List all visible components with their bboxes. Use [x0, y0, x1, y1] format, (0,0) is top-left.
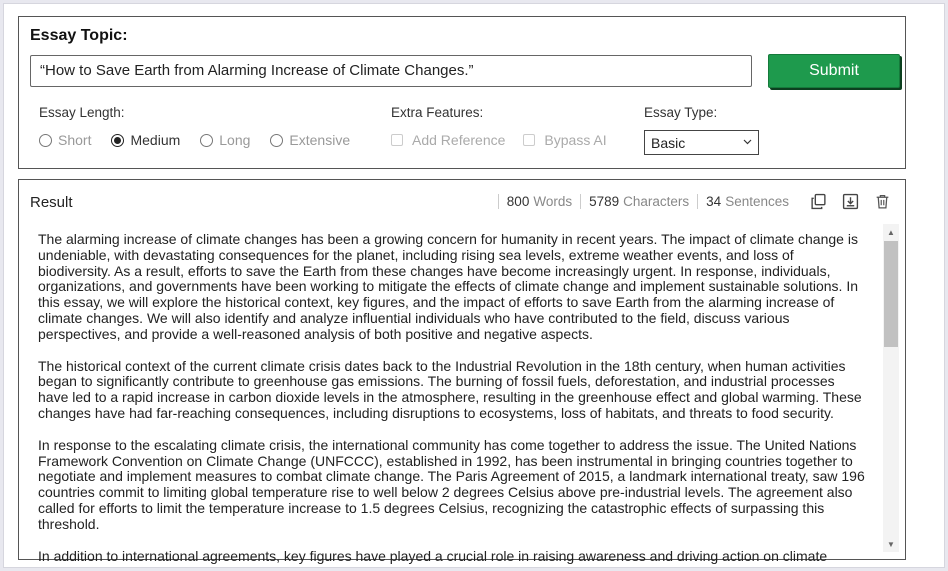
scroll-down-icon[interactable]: ▼: [887, 539, 895, 549]
sentence-count: [697, 194, 797, 209]
radio-button[interactable]: [270, 134, 283, 147]
feature-add-reference[interactable]: [391, 132, 505, 148]
length-option-label: Short: [58, 132, 92, 148]
essay-topic-heading: Essay Topic:: [30, 27, 128, 44]
character-count-unit: Characters: [623, 194, 690, 209]
radio-button[interactable]: [200, 134, 213, 147]
feature-label: Add Reference: [412, 132, 506, 148]
checkbox[interactable]: [391, 134, 403, 146]
essay-length-radio-group: [39, 132, 370, 148]
length-option-short[interactable]: [39, 132, 91, 148]
result-title: Result: [30, 194, 73, 211]
length-option-medium[interactable]: [111, 132, 180, 148]
extra-features-group: [391, 132, 625, 148]
result-panel: [18, 179, 906, 564]
essay-type-value: Basic: [651, 134, 686, 151]
submit-button[interactable]: Submit: [768, 54, 900, 88]
scrollbar-thumb[interactable]: [884, 241, 898, 347]
essay-type-select[interactable]: [644, 130, 759, 155]
result-scrollbar[interactable]: [883, 224, 899, 552]
result-paragraph: In response to the escalating climate crisis, the international community has come together to address the issue. The United Nations Framework Convention on Climate Change (UNFCCC), established in 1992, has been instrumental in bringing countries together to negotiate and implement measures to combat climate change. The Paris Agreement of 2015, a landmark international treaty, saw 196 countries commit to limiting global temperature rise to well below 2 degrees Celsius above pre-industrial levels. The agreement also called for efforts to limit the temperature increase to 1.5 degrees Celsius, recognizing the catastrophic effects of surpassing this threshold.: [38, 436, 865, 532]
word-count-unit: Words: [533, 194, 573, 209]
sentence-count-unit: Sentences: [725, 194, 789, 209]
app-frame: [3, 3, 945, 568]
word-count: [498, 194, 580, 209]
download-icon[interactable]: [839, 190, 861, 212]
result-toolbar: [797, 190, 893, 212]
trash-icon[interactable]: [871, 190, 893, 212]
length-option-long[interactable]: [200, 132, 250, 148]
length-option-extensive[interactable]: [270, 132, 350, 148]
checkbox[interactable]: [523, 134, 535, 146]
chevron-down-icon: [743, 137, 752, 148]
length-option-label: Long: [219, 132, 251, 148]
copy-icon[interactable]: [807, 190, 829, 212]
essay-type-label: Essay Type:: [644, 105, 718, 120]
essay-topic-panel: [18, 16, 906, 169]
feature-label: Bypass AI: [544, 132, 607, 148]
length-option-label: Medium: [130, 132, 181, 148]
result-paragraph: In addition to international agreements, key figures have played a crucial role in raising awareness and driving action on climate: [38, 547, 828, 564]
radio-button[interactable]: [39, 134, 52, 147]
essay-topic-input[interactable]: “How to Save Earth from Alarming Increase of Climate Changes.”: [30, 55, 752, 87]
result-paragraph: The historical context of the current climate crisis dates back to the Industrial Revolution in the 18th century, when human activities began to significantly contribute to greenhouse gas emissions. The burning of fossil fuels, deforestation, and industrial processes have led to a rapid increase in carbon dioxide levels in the atmosphere, resulting in the greenhouse effect and global warming. These changes have had far-reaching consequences, including disruptions to ecosystems, loss of habitats, and threats to food security.: [38, 357, 862, 421]
sentence-count-value: 34: [706, 194, 722, 209]
character-count-value: 5789: [589, 194, 620, 209]
result-stats: [498, 194, 797, 209]
result-paragraph: The alarming increase of climate changes has been a growing concern for humanity in recent years. The impact of climate change is undeniable, with devastating consequences for the planet, including rising sea levels, extreme weather events, and loss of biodiversity. As a result, efforts to save the Earth from these changes have become increasingly urgent. In response, individuals, organizations, and governments have been working to mitigate the effects of climate change and implement sustainable solutions. In this essay, we will explore the historical context, key figures, and the impact of efforts to save Earth from the alarming increase of climate changes. We will also identify and analyze influential individuals who have contributed to the field, discuss various perspectives, and provide a well-reasoned analysis of both positive and negative aspects.: [38, 231, 859, 342]
character-count: [580, 194, 697, 209]
scroll-up-icon[interactable]: ▲: [887, 227, 895, 237]
extra-features-label: Extra Features:: [391, 105, 484, 120]
length-option-label: Extensive: [289, 132, 351, 148]
word-count-value: 800: [506, 194, 530, 209]
result-text-area[interactable]: [20, 224, 882, 564]
essay-length-label: Essay Length:: [39, 105, 125, 120]
feature-bypass-ai[interactable]: [523, 132, 606, 148]
radio-button-selected[interactable]: [111, 134, 124, 147]
